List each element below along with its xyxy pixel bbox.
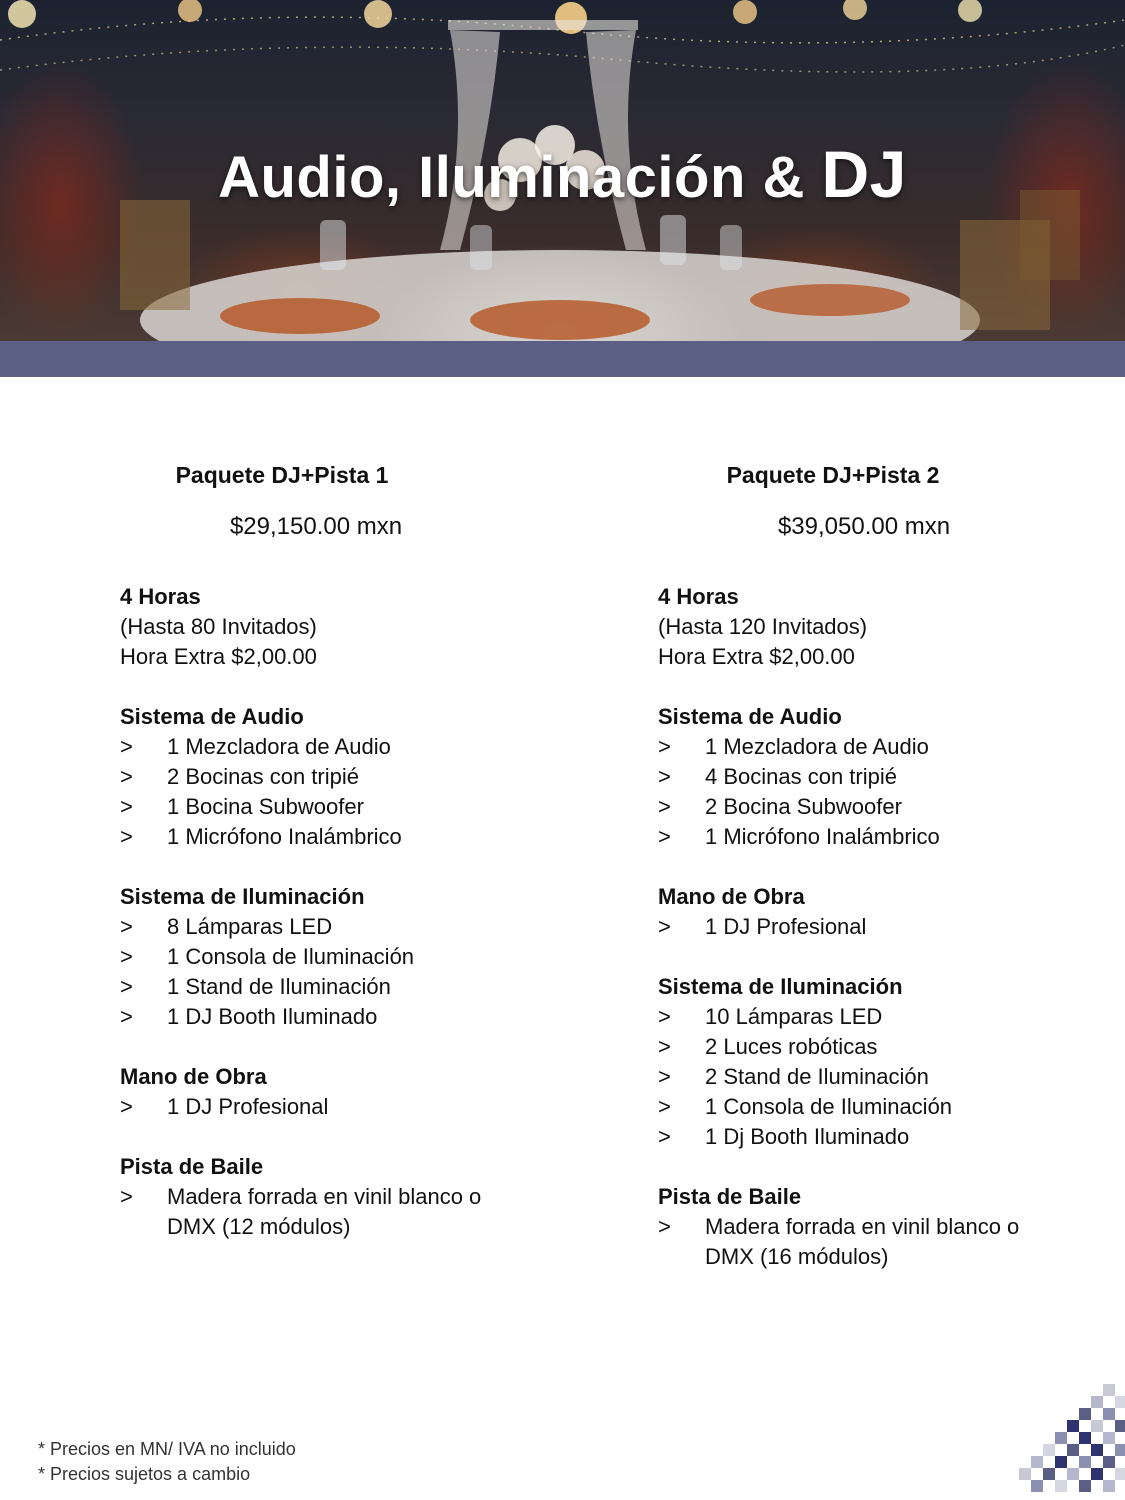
- hours: 4 Horas: [658, 584, 739, 609]
- section-heading: Sistema de Audio: [658, 704, 842, 729]
- section-audio: [658, 702, 1098, 852]
- list-item: > 1 Mezcladora de Audio: [658, 734, 929, 759]
- hero-banner: [0, 0, 1125, 341]
- section-dancefloor: [120, 1152, 560, 1242]
- section-heading: Sistema de Audio: [120, 704, 304, 729]
- section-heading: Sistema de Iluminación: [120, 884, 365, 909]
- section-lighting: [120, 882, 560, 1032]
- section-heading: Pista de Baile: [120, 1154, 264, 1179]
- list-item: > 1 Dj Booth Iluminado: [658, 1124, 910, 1149]
- section-heading: Sistema de Iluminación: [658, 974, 903, 999]
- footnote: * Precios sujetos a cambio: [38, 1464, 251, 1484]
- list-item: > 1 Mezcladora de Audio: [120, 734, 391, 759]
- section-heading: Mano de Obra: [120, 1064, 267, 1089]
- list-item: > 1 Micrófono Inalámbrico: [658, 824, 940, 849]
- list-item: > 4 Bocinas con tripié: [658, 764, 897, 789]
- list-item: > 2 Stand de Iluminación: [658, 1064, 929, 1089]
- extra-hour: Hora Extra $2,00.00: [658, 644, 855, 669]
- section-labor: [658, 882, 1098, 942]
- guests: (Hasta 120 Invitados): [658, 614, 868, 639]
- list-item: > 1 DJ Profesional: [120, 1094, 329, 1119]
- list-item: > 2 Luces robóticas: [658, 1034, 878, 1059]
- extra-hour: Hora Extra $2,00.00: [120, 644, 317, 669]
- footnote: * Precios en MN/ IVA no incluido: [38, 1439, 296, 1459]
- package-price: $29,150.00 mxn: [229, 513, 403, 540]
- list-item: > 10 Lámparas LED: [658, 1004, 883, 1029]
- package-title: Paquete DJ+Pista 2: [726, 462, 940, 488]
- list-item: > 1 DJ Profesional: [658, 914, 867, 939]
- footnotes: [38, 1437, 296, 1487]
- hours: 4 Horas: [120, 584, 201, 609]
- list-item: > Madera forrada en vinil blanco o DMX (16 módulos): [658, 1214, 1020, 1269]
- section-labor: [120, 1062, 560, 1122]
- package-1: [120, 460, 560, 1242]
- section-dancefloor: [658, 1182, 1098, 1272]
- list-item: > 1 Bocina Subwoofer: [120, 794, 364, 819]
- section-lighting: [658, 972, 1098, 1152]
- guests: (Hasta 80 Invitados): [120, 614, 317, 639]
- section-heading: Pista de Baile: [658, 1184, 802, 1209]
- list-item: > 1 Consola de Iluminación: [658, 1094, 953, 1119]
- page-title: Audio, Iluminación & DJ: [218, 137, 907, 211]
- package-price: $39,050.00 mxn: [777, 513, 951, 540]
- list-item: > 1 Micrófono Inalámbrico: [120, 824, 402, 849]
- list-item: > 2 Bocina Subwoofer: [658, 794, 902, 819]
- section-heading: Mano de Obra: [658, 884, 805, 909]
- list-item: > 1 Consola de Iluminación: [120, 944, 415, 969]
- header-band: [0, 341, 1125, 377]
- pixel-pattern-decoration: [1015, 1380, 1125, 1500]
- list-item: > 1 Stand de Iluminación: [120, 974, 391, 999]
- list-item: > 1 DJ Booth Iluminado: [120, 1004, 378, 1029]
- section-audio: [120, 702, 560, 852]
- package-2: [658, 460, 1098, 1272]
- list-item: > Madera forrada en vinil blanco o DMX (12 módulos): [120, 1184, 482, 1239]
- list-item: > 8 Lámparas LED: [120, 914, 333, 939]
- package-title: Paquete DJ+Pista 1: [175, 462, 389, 488]
- list-item: > 2 Bocinas con tripié: [120, 764, 359, 789]
